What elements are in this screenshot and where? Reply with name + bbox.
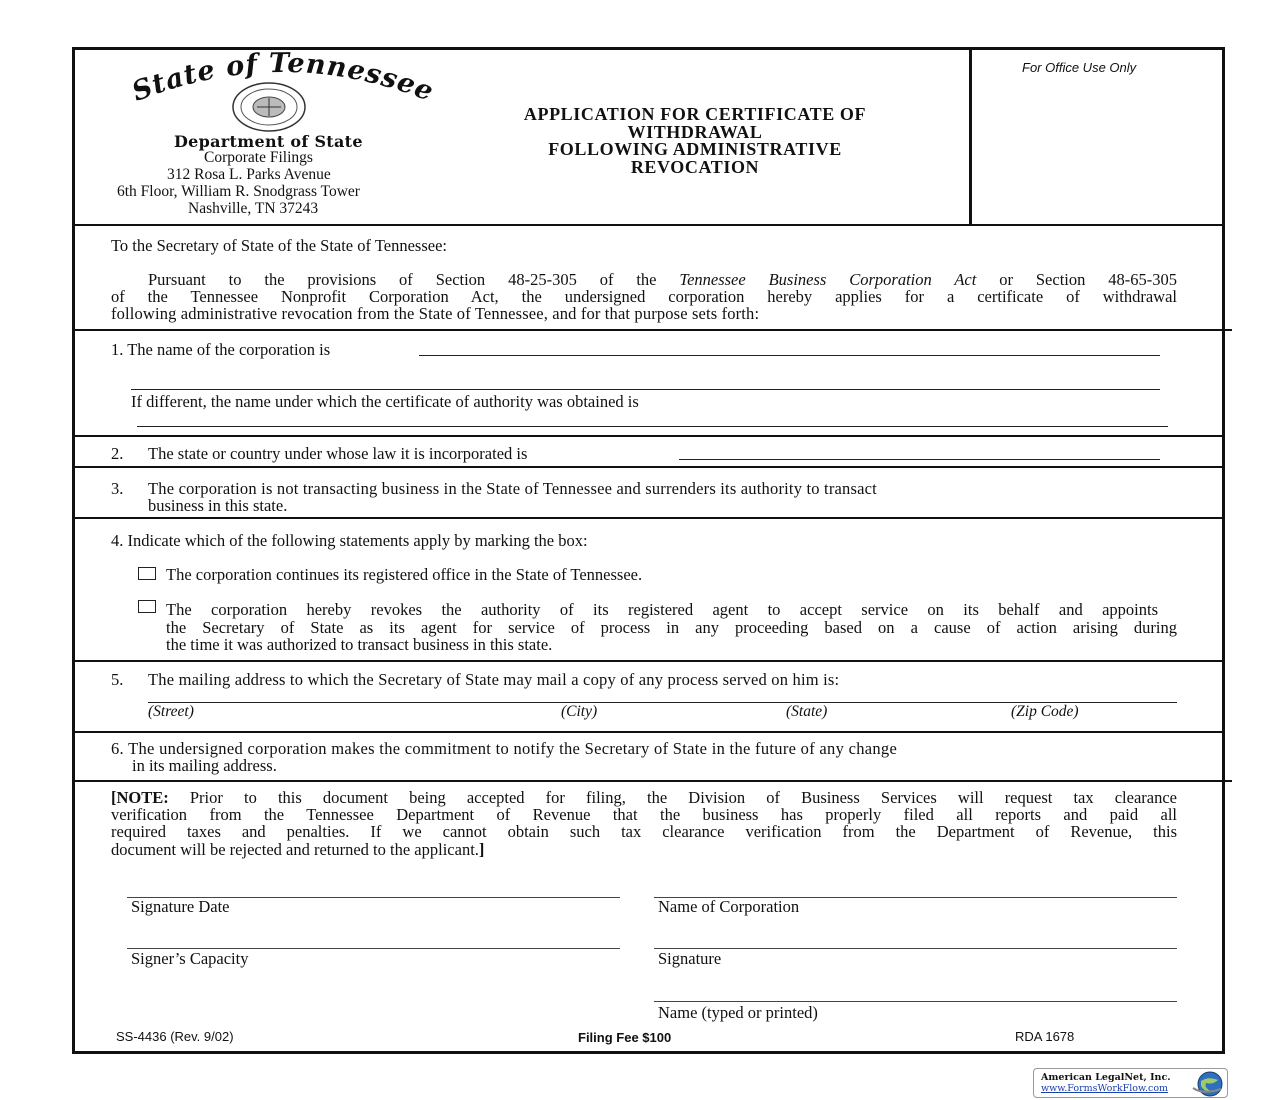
revoke-agent-checkbox[interactable] xyxy=(138,600,156,613)
section-rule-6 xyxy=(74,731,1224,733)
section-rule-3 xyxy=(74,466,1224,468)
name-typed-field[interactable] xyxy=(654,1001,1177,1002)
header-vertical-divider xyxy=(969,49,972,225)
note-line-3: required taxes and penalties. If we cannot obtain such tax clearance verification from the Department of Revenue, this xyxy=(111,822,1177,841)
brand-badge[interactable] xyxy=(1033,1068,1228,1098)
signature-label: Signature xyxy=(658,949,722,968)
option2-line-1: The corporation hereby revokes the authority of its registered agent to accept service on its behalf and appoints xyxy=(166,600,1158,619)
brand-url[interactable]: www.FormsWorkFlow.com xyxy=(1041,1083,1169,1094)
header-bottom-rule xyxy=(74,224,1224,226)
item6-line-2: in its mailing address. xyxy=(132,756,277,775)
item1-sub-label: If different, the name under which the certificate of authority was obtained is xyxy=(131,392,639,411)
state-caption: (State) xyxy=(786,703,828,720)
item5-number: 5. xyxy=(111,670,124,689)
form-title xyxy=(460,106,930,176)
intro-line-2: of the Tennessee Nonprofit Corporation Act, the undersigned corporation hereby applies for a certificate of withdrawal xyxy=(111,287,1177,306)
former-name-field[interactable] xyxy=(137,426,1168,427)
note-close: ] xyxy=(478,840,485,859)
corporation-name-field-line-2[interactable] xyxy=(131,389,1160,390)
filing-fee: Filing Fee $100 xyxy=(578,1030,672,1045)
rda-number: RDA 1678 xyxy=(1015,1029,1075,1044)
section-rule-4 xyxy=(74,517,1224,519)
street-caption: (Street) xyxy=(148,703,194,720)
item5-label: The mailing address to which the Secretary of State may mail a copy of any process served on him is: xyxy=(148,670,840,689)
option2-line-3: the time it was authorized to transact business in this state. xyxy=(166,635,553,654)
state-of-incorporation-field[interactable] xyxy=(679,459,1160,460)
corporation-name-field[interactable] xyxy=(419,355,1160,356)
intro-mid: or Section 48-65-305 xyxy=(999,270,1177,289)
department-name: Department of State xyxy=(174,132,363,151)
form-number: SS-4436 (Rev. 9/02) xyxy=(116,1029,234,1044)
item2-label: The state or country under whose law it is incorporated is xyxy=(148,444,528,463)
intro-start: Pursuant to the provisions of Section 48-25-305 of the xyxy=(148,270,657,289)
state-title: State of Tennessee xyxy=(127,47,439,108)
signers-capacity-label: Signer’s Capacity xyxy=(131,949,249,968)
signature-field[interactable] xyxy=(654,948,1177,949)
note-line-2: verification from the Tennessee Department of Revenue that the business has properly filed all reports and paid all xyxy=(111,805,1177,824)
item3-line-1: The corporation is not transacting business in the State of Tennessee and surrenders its authority to transact xyxy=(148,479,877,498)
note-line-4 xyxy=(111,840,484,860)
section-rule-2 xyxy=(74,435,1224,437)
salutation: To the Secretary of State of the State of Tennessee: xyxy=(111,236,447,255)
item3-number: 3. xyxy=(111,479,124,498)
act-name: Tennessee Business Corporation Act xyxy=(679,270,977,289)
item3-line-2: business in this state. xyxy=(148,496,288,515)
zip-caption: (Zip Code) xyxy=(1011,703,1079,720)
item1-label: 1. The name of the corporation is xyxy=(111,340,331,359)
section-rule-5 xyxy=(74,660,1224,662)
intro-line-3: following administrative revocation from the State of Tennessee, and for that purpose sets forth: xyxy=(111,304,760,323)
registered-office-checkbox[interactable] xyxy=(138,567,156,580)
form-title-line-2: WITHDRAWAL xyxy=(627,121,763,142)
brand-name: American LegalNet, Inc. xyxy=(1041,1072,1171,1083)
note-line-1-text: Prior to this document being accepted for filing, the Division of Business Services will request tax clearance xyxy=(189,788,1177,807)
note-line-4-text: document will be rejected and returned to the applicant. xyxy=(111,840,479,859)
globe-icon xyxy=(1191,1070,1225,1097)
office-use-label: For Office Use Only xyxy=(1022,60,1137,75)
form-title-line-3: FOLLOWING ADMINISTRATIVE xyxy=(548,139,842,159)
address-line-3: 6th Floor, William R. Snodgrass Tower xyxy=(117,183,360,200)
address-line-2: 312 Rosa L. Parks Avenue xyxy=(167,166,331,183)
signature-date-label: Signature Date xyxy=(131,897,230,916)
form-title-line-4: REVOCATION xyxy=(630,156,760,177)
address-line-1: Corporate Filings xyxy=(204,149,313,166)
item4-label: 4. Indicate which of the following statements apply by marking the box: xyxy=(111,531,588,550)
section-rule-7 xyxy=(74,780,1232,782)
note-label: [NOTE: xyxy=(111,788,169,807)
name-typed-label: Name (typed or printed) xyxy=(658,1003,818,1022)
state-seal-icon xyxy=(230,81,308,133)
form-title-line-1: APPLICATION FOR CERTIFICATE OF xyxy=(523,104,867,124)
section-rule-1 xyxy=(74,329,1232,331)
option1-label: The corporation continues its registered office in the State of Tennessee. xyxy=(166,565,643,584)
item6-line-1: 6. The undersigned corporation makes the commitment to notify the Secretary of State in the future of any change xyxy=(111,739,898,758)
option2-line-2: the Secretary of State as its agent for service of process in any proceeding based on a cause of action arising during xyxy=(166,618,1177,637)
city-caption: (City) xyxy=(561,703,598,720)
address-line-4: Nashville, TN 37243 xyxy=(188,200,319,217)
name-of-corporation-label: Name of Corporation xyxy=(658,897,800,916)
item2-number: 2. xyxy=(111,444,124,463)
